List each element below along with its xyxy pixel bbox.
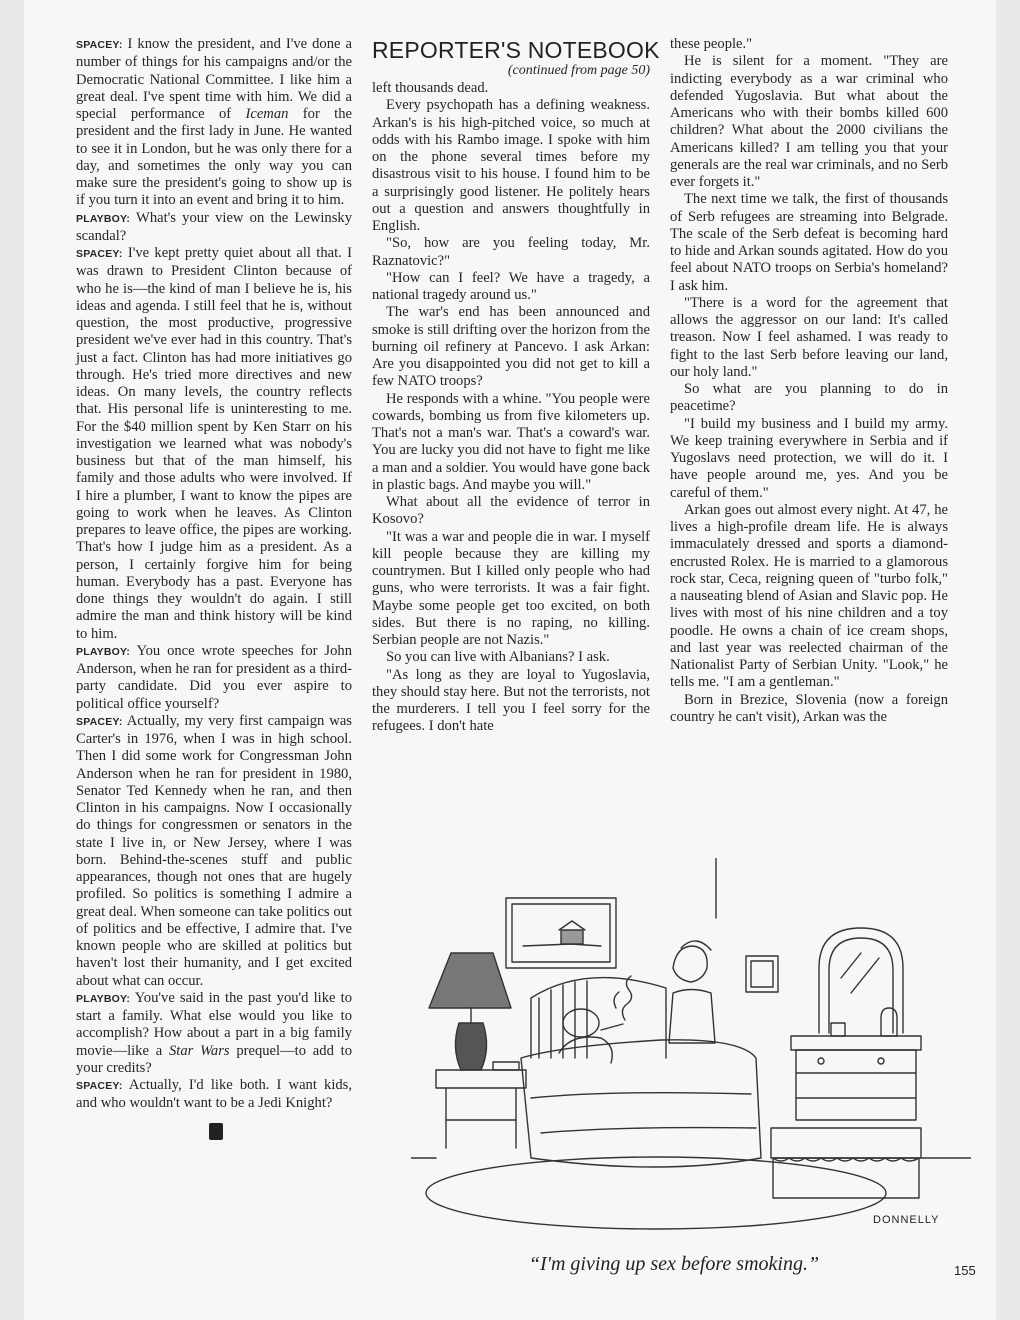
notebook-body-continued: [670, 36, 948, 726]
notebook-paragraph: left thousands dead.: [372, 80, 489, 96]
notebook-paragraph: He is silent for a moment. "They are indicting everybody as a war criminal who defended Yugoslavia. But what about the Americans who with their bombs killed 600 children? What about the 2000 civilians the Americans killed? I am telling you that your generals are the real war criminals, and no Serb ever forgets it.": [670, 53, 948, 190]
answer-paragraph: SPACEY: I know the president, and I've done a number of things for his campaigns and/or the Democratic National Committee. I like him a great deal. I've spent time with him. We did a special performance of Iceman for the president and the first lady in June. He wanted to see it in London, but he was only there for a day, and sometimes the only way you can make sure the president's going to show up is if you turn it into an event and bring it to him.: [76, 36, 352, 209]
continued-line: (continued from page 50): [507, 63, 650, 78]
notebook-column-1: [372, 37, 660, 736]
notebook-paragraph: So you can live with Albanians? I ask.: [386, 649, 610, 666]
notebook-paragraph: The next time we talk, the first of thousands of Serb refugees are streaming into Belgrade. The scale of the Serb defeat is becoming hard to hide and Arkan sounds agitated. How do you feel about NATO troops on Serbia's homeland? I ask him.: [670, 191, 948, 294]
notebook-paragraph: What about all the evidence of terror in Kosovo?: [372, 494, 650, 528]
notebook-paragraph: these people.": [670, 36, 753, 52]
answer-paragraph: SPACEY: I've kept pretty quiet about all that. I was drawn to President Clinton because of who he is—the kind of man I believe he is, his ideas and agenda. I still feel that he is, without question, the most productive, progressive president we've ever had in this country. That's just a fact. Clinton has had more initiatives go through. He's tried more directives and new ideas. On many levels, the country reflects that. His personal life is uninteresting to me. For the $40 million spent by Ken Starr on his investigation we learned what was nobody's business but that of the man himself, his family and those adults who were involved. If I hire a plumber, I want to know the pipes are going to work when he leaves. As Clinton prepares to leave office, the pipes are working. That's how I judge him as a president. As a person, I certainly forgive him for being human. Everybody has a past. Everyone has done things they wouldn't do again. I still admire the man and think history will be kind to him.: [76, 245, 352, 642]
interview-column: [76, 36, 352, 1145]
notebook-paragraph: So what are you planning to do in peacetime?: [670, 381, 948, 415]
notebook-paragraph: "As long as they are loyal to Yugoslavia, they should stay here. But not the terrorists, not the murderers. I tell you I feel sorry for the refugees. I don't hate: [372, 666, 650, 735]
cartoon-caption: “I'm giving up sex before smoking.”: [528, 1253, 820, 1275]
page-number: 155: [954, 1263, 976, 1278]
magazine-page: [24, 0, 996, 1320]
question-paragraph: PLAYBOY: You once wrote speeches for John Anderson, when he ran for president as a third-party candidate. Did you ever aspire to political office yourself?: [76, 642, 352, 712]
answer-paragraph: SPACEY: Actually, my very first campaign was Carter's in 1976, when I was in high school. Then I did some work for Congressman John Anderson when he ran for president in 1980, Senator Ted Kennedy when he ran, and then Clinton in his campaigns. Now I occasionally do things for congressmen or senators in the state I live in, or New Jersey, where I was born. Behind-the-scenes stuff and public appearances, though not ones that are hugely profiled. So politics is something I admire a great deal. When someone can take politics out of politics and be effective, I admire that. I've known people who are skilled at politics but haven't lost their humanity, and I get excited about what can occur.: [76, 712, 352, 989]
notebook-headline: REPORTER'S NOTEBOOK: [372, 37, 660, 63]
notebook-paragraph: Arkan goes out almost every night. At 47, he lives a high-profile dream life. He is always immaculately dressed and sports a diamond-encrusted Rolex. He is married to a glamorous rock star, Ceca, reigning queen of "turbo folk," a nauseating blend of Asian and Slavic pop. He lives with most of his nine children and a toy poodle. He owns a chain of ice cream shops, and last year was reelected chairman of the Nationalist Party of Serbian Unity. "Look," he tells me. "I am a gentleman.": [670, 501, 948, 691]
question-paragraph: PLAYBOY: You've said in the past you'd like to start a family. What else would you like to accomplish? How about a part in a big family movie—like a Star Wars prequel—to add to your credits?: [76, 989, 353, 1076]
notebook-paragraph: "It was a war and people die in war. I myself kill people because they are killing my countrymen. But I killed only people who had guns, who were terrorists. It was a fair fight. Maybe some people get too excited, on both sides. But there is no raping, no killing. Serbian people are not Nazis.": [372, 528, 650, 648]
notebook-paragraph: "There is a word for the agreement that allows the aggressor on our land: It's called treason. Now I feel ashamed. I was ready to fight to the last Serb before leaving our land, our holy land.": [670, 294, 948, 380]
notebook-body: [372, 80, 650, 736]
notebook-paragraph: The war's end has been announced and smoke is still drifting over the horizon from the burning oil refinery at Pancevo. I ask Arkan: Are you disappointed you did not get to kill a few NATO troops?: [372, 304, 650, 390]
cartoon-signature: DONNELLY: [873, 1214, 940, 1226]
bunny-end-mark-icon: [209, 1123, 223, 1140]
notebook-column-2: [670, 36, 948, 726]
notebook-paragraph: He responds with a whine. "You people were cowards, bombing us from five kilometers up. That's not a man's war. That's a coward's war. You are lucky you did not have to fight me like a man and a soldier. You would have gone back in plastic bags. And maybe you will.": [372, 390, 650, 493]
cartoon-illustration: [411, 858, 971, 1238]
notebook-paragraph: "I build my business and I build my army. We keep training everywhere in Serbia and if Yugoslavs need protection, we will do it. I have people around me, yes. And you be careful of them.": [670, 415, 948, 501]
notebook-paragraph: "How can I feel? We have a tragedy, a national tragedy around us.": [372, 269, 650, 303]
notebook-paragraph: Every psychopath has a defining weakness. Arkan's is his high-pitched voice, so much at odds with his Rambo image. I spoke with him on the phone several times before my disastrous visit to his house. I found him to be a surprisingly good listener. He politely hears out a question and answers thoughtfully in English.: [372, 97, 650, 234]
question-paragraph: PLAYBOY: What's your view on the Lewinsky scandal?: [76, 209, 352, 244]
notebook-paragraph: "So, how are you feeling today, Mr. Raznatovic?": [372, 235, 650, 269]
notebook-paragraph: Born in Brezice, Slovenia (now a foreign country he can't visit), Arkan was the: [670, 691, 948, 725]
answer-paragraph: SPACEY: Actually, I'd like both. I want kids, and who wouldn't want to be a Jedi Knight?: [76, 1077, 352, 1112]
